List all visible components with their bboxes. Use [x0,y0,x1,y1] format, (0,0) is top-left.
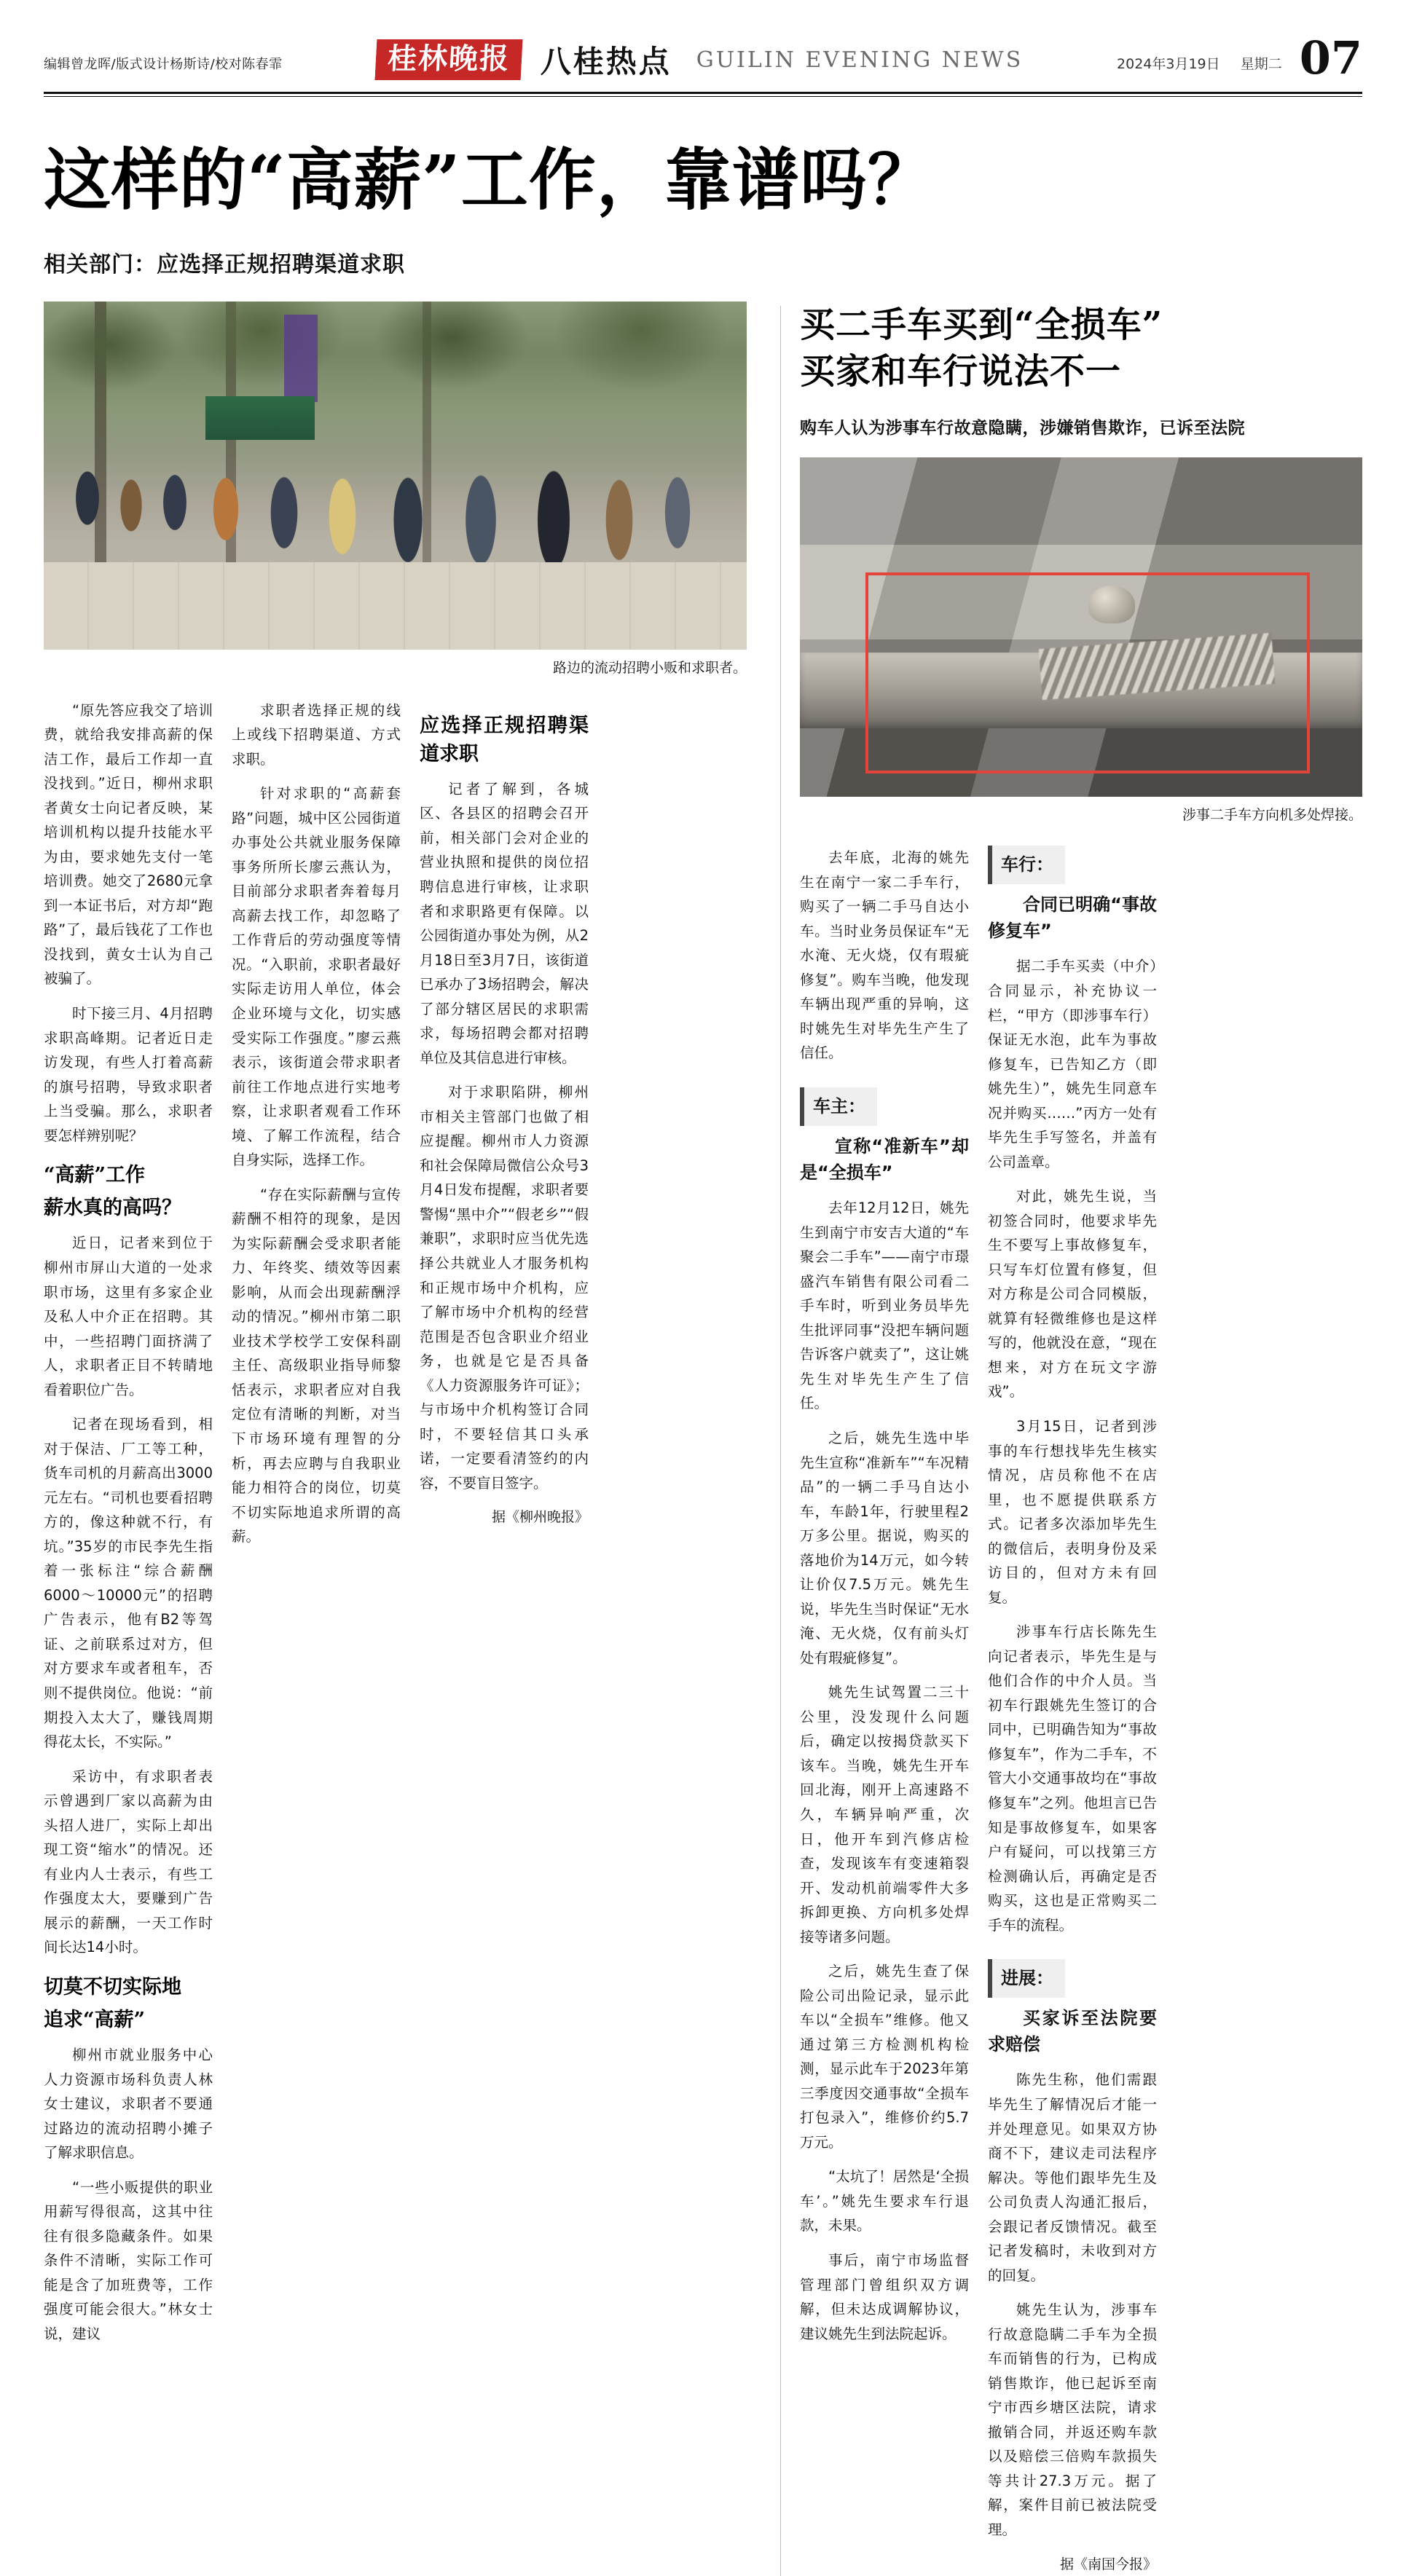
paragraph: 姚先生试驾置二三十公里，没发现什么问题后，确定以按揭贷款买下该车。当晚，姚先生开车回北海，刚开上高速路不久，车辆异响严重，次日，他开车到汽修店检查，发现该车有变速箱裂开、发动机前端零件大多拆卸更换、方向机多处焊接等诸多问题。 [800,1684,969,1945]
page-number: 07 [1299,31,1362,84]
issue-date-text: 2024年3月19日 [1117,55,1220,72]
lead-section-1-head-line1: “高薪”工作 [44,1164,146,1187]
paragraph: 事后，南宁市场监督管理部门曾组织双方调解，但未达成调解协议，建议姚先生到法院起诉。 [800,2252,969,2342]
paragraph: 去年12月12日，姚先生到南宁市安吉大道的“车聚会二手车”——南宁市璟盛汽车销售有限公司看二手车时，听到业务员毕先生批评同事“没把车辆问题告诉客户就卖了”，这让姚先生对毕先生产生了信任。 [800,1200,969,1412]
masthead [44,0,1362,87]
lead-photo-caption: 路边的流动招聘小贩和求职者。 [552,659,747,676]
paragraph: 针对求职的“高薪套路”问题，城中区公园街道办事处公共就业服务保障事务所所长廖云燕认为，目前部分求职者奔着每月高薪去找工作，却忽略了工作背后的劳动强度等情况。“入职前，求职者最好实际走访用人单位，体会企业环境与文化，切实感受实际工作强度。”廖云燕表示，该街道会带求职者前往工作地点进行实地考察，让求职者观看工作环境、了解工作流程，结合自身实际，选择工作。 [232,785,401,1169]
paragraph: 3月15日，记者到涉事的车行想找毕先生核实情况，店员称他不在店里，也不愿提供联系方式。记者多次添加毕先生的微信后，表明身份及采访目的，但对方未有回复。 [988,1418,1157,1606]
paragraph: 记者了解到，各城区、各县区的招聘会召开前，相关部门会对企业的营业执照和提供的岗位招聘信息进行审核，让求职者和求职路更有保障。以公园街道办事处为例，从2月18日至3月7日，该街道已承办了3场招聘会，解决了部分辖区居民的求职需求，每场招聘会都对招聘单位及其信息进行审核。 [420,780,589,1066]
paragraph: “太坑了！居然是‘全损车’。”姚先生要求车行退款，未果。 [800,2168,969,2234]
paragraph: 之后，姚先生查了保险公司出险记录，显示此车以“全损车”维修。他又通过第三方检测机构检测，显示此车于2023年第三季度因交通事故“全损车打包录入”，维修价约5.7万元。 [800,1963,969,2151]
paragraph: 陈先生称，他们需跟毕先生了解情况后才能一并处理意见。如果双方协商不下，建议走司法程序解决。等他们跟毕先生及公司负责人沟通汇报后，会跟记者反馈情况。截至记者发稿时，未收到对方的回复。 [988,2071,1157,2284]
lead-section-2-head-line1: 切莫不切实际地 [44,1975,181,1998]
paragraph: 时下接三月、4月招聘求职高峰期。记者近日走访发现，有些人打着高薪的旗号招聘，导致求职者上当受骗。那么，求职者要怎样辨别呢？ [44,1004,213,1144]
publication-logo: 桂林晚报 [374,39,522,80]
secondary-head-a: 宣称“准新车”却是“全损车” [800,1136,969,1183]
paragraph: 求职者选择正规的线上或线下招聘渠道、方式求职。 [232,701,401,768]
lead-column-3 [420,698,589,2357]
paragraph: 据二手车买卖（中介）合同显示，补充协议一栏，“甲方（即涉事车行）保证无水泡，此车为事故修复车，已告知乙方（即姚先生）”，姚先生同意车况并购买……”丙方一处有毕先生手写签名，并盖有公司盖章。 [988,958,1157,1170]
paragraph: 采访中，有求职者表示曾遇到厂家以高薪为由头招人进厂，实际上却出现工资“缩水”的情况。还有业内人士表示，有些工作强度太大，要赚到广告展示的薪酬，一天工作时间长达14小时。 [44,1768,213,1956]
secondary-article-block [800,302,1362,2576]
secondary-column-2 [988,846,1157,2576]
publication-english-name: GUILIN EVENING NEWS [696,47,1024,73]
lead-column-2 [232,698,401,2357]
lead-article-columns [44,698,761,2357]
car-weld-photo [800,457,1362,797]
secondary-article-title-line1: 买二手车买到“全损车” [800,304,1163,345]
paragraph: “存在实际薪酬与宣传薪酬不相符的现象，是因为实际薪酬会受求职者能力、年终奖、绩效等因素影响，从而会出现薪酬浮动的情况。”柳州市第二职业技术学校学工安保科副主任、高级职业指导师黎恬表示，求职者应对自我定位有清晰的判断，对当下市场环境有理智的分析，再去应聘与自我职业能力相符合的岗位，切莫不切实际地追求所谓的高薪。 [232,1186,401,1545]
street-recruiting-photo [44,302,747,650]
issue-date [1117,53,1282,79]
masthead-right [1049,31,1362,84]
lead-article-source: 据《柳州晚报》 [491,1509,589,1526]
masthead-center [350,38,1049,82]
secondary-photo-caption: 涉事二手车方向机多处焊接。 [1182,807,1362,824]
photo-pavement-layer [44,562,747,650]
masthead-rule [44,92,1362,94]
paragraph: 近日，记者来到位于柳州市屏山大道的一处求职市场，这里有多家企业及私人中介正在招聘。其中，一些招聘门面挤满了人，求职者正目不转睛地看着职位广告。 [44,1234,213,1398]
secondary-article-columns [800,846,1362,2576]
paragraph: 对此，姚先生说，当初签合同时，他要求毕先生不要写上事故修复车，只写车灯位置有修复，但对方称是公司合同模版，就算有轻微维修也是这样写的，他就没在意，“现在想来，对方在玩文字游戏”。 [988,1188,1157,1401]
page-title: 这样的“高薪”工作，靠谱吗？ [44,141,935,219]
secondary-column-1 [800,846,969,2576]
page-subtitle: 相关部门：应选择正规招聘渠道求职 [44,251,405,277]
secondary-head-b: 合同已明确“事故修复车” [988,894,1157,942]
photo-signboard [284,315,318,402]
paragraph: 之后，姚先生选中毕先生宣称“准新车”“车况精品”的一辆二手马自达小车，车龄1年，行驶里程2万多公里。据说，购买的落地价为14万元，如今转让价仅7.5万元。姚先生说，毕先生当时保证“无水淹、无火烧，仅有前头灯处有瑕疵修复”。 [800,1430,969,1666]
label-car-owner: 车主： [800,1087,877,1126]
secondary-head-c: 买家诉至法院要求赔偿 [988,2008,1157,2055]
secondary-article-subhead: 购车人认为涉事车行故意隐瞒，涉嫌销售欺诈，已诉至法院 [800,419,1245,438]
paragraph: 对于求职陷阱，柳州市相关主管部门也做了相应提醒。柳州市人力资源和社会保障局微信公众号3月4日发布提醒，求职者要警惕“黑中介”“假老乡”“假兼职”，求职时应当优先选择公共就业人才服务机构和正规市场中介机构，应了解市场中介机构的经营范围是否包含职业介绍业务，也就是它是否具备《人力资源服务许可证》；与市场中介机构签订合同时，不要轻信其口头承诺，一定要看清签约的内容，不要盲目签字。 [420,1084,589,1492]
label-progress: 进展： [988,1959,1065,1998]
paragraph: 柳州市就业服务中心人力资源市场科负责人林女士建议，求职者不要通过路边的流动招聘小摊子了解求职信息。 [44,2047,213,2162]
lead-section-3-head: 应选择正规招聘渠道求职 [420,714,589,765]
issue-weekday: 星期二 [1240,55,1282,72]
photo-highlight-box [865,572,1310,773]
section-title: 八桂热点 [540,44,672,79]
column-divider [780,306,781,2576]
paragraph: 去年底，北海的姚先生在南宁一家二手车行，购买了一辆二手马自达小车。当时业务员保证车“无水淹、无火烧，仅有瑕疵修复”。购车当晚，他发现车辆出现严重的异响，这时姚先生对毕先生产生了信任。 [800,849,969,1062]
lead-section-1-head-line2: 薪水真的高吗？ [44,1197,181,1220]
paragraph: 姚先生认为，涉事车行故意隐瞒二手车为全损车而销售的行为，已构成销售欺诈，他已起诉至南宁市西乡塘区法院，请求撤销合同，并返还购车款以及赔偿三倍购车款损失等共计27.3万元。据了解，案件目前已被法院受理。 [988,2301,1157,2538]
paragraph: 记者在现场看到，相对于保洁、厂工等工种，货车司机的月薪高出3000元左右。“司机也要看招聘方的，像这种就不行，有坑。”35岁的市民李先生指着一张标注“综合薪酬6000～10000元”的招聘广告表示，他有B2等驾证、之前联系过对方，但对方要求车或者租车，否则不提供岗位。他说：“前期投入太大了，赚钱周期得花太长，不实际。” [44,1416,213,1751]
secondary-article-source: 据《南国今报》 [1059,2556,1157,2572]
label-dealership: 车行： [988,846,1065,884]
paragraph: 涉事车行店长陈先生向记者表示，毕先生是与他们合作的中介人员。当初车行跟姚先生签订的合同中，已明确告知为“事故修复车”，作为二手车，不管大小交通事故均在“事故修复车”之列。他坦言已告知是事故修复车，如果客户有疑问，可以找第三方检测确认后，再确定是否购买，这也是正常购买二手车的流程。 [988,1623,1157,1934]
editor-credits: 编辑曾龙晖/版式设计杨斯诗/校对陈春霏 [44,57,283,72]
secondary-article-title-line2: 买家和车行说法不一 [800,351,1122,393]
lead-column-1 [44,698,213,2357]
masthead-rule-thin [44,96,1362,97]
paragraph: “一些小贩提供的职业用薪写得很高，这其中往往有很多隐藏条件。如果条件不清晰，实际工作可能是含了加班费等，工作强度可能会很大。”林女士说，建议 [44,2178,213,2342]
top-content [44,302,1362,2576]
paragraph: “原先答应我交了培训费，就给我安排高薪的保洁工作，最后工作却一直没找到。”近日，柳州求职者黄女士向记者反映，某培训机构以提升技能水平为由，要求她先支付一笔培训费。她交了2680元拿到一本证书后，对方却“跑路”了，最后钱花了工作也没找到，黄女士认为自己被骗了。 [44,701,213,988]
lead-section-2-head-line2: 追求“高薪” [44,2008,146,2031]
lead-article-block [44,302,761,2576]
